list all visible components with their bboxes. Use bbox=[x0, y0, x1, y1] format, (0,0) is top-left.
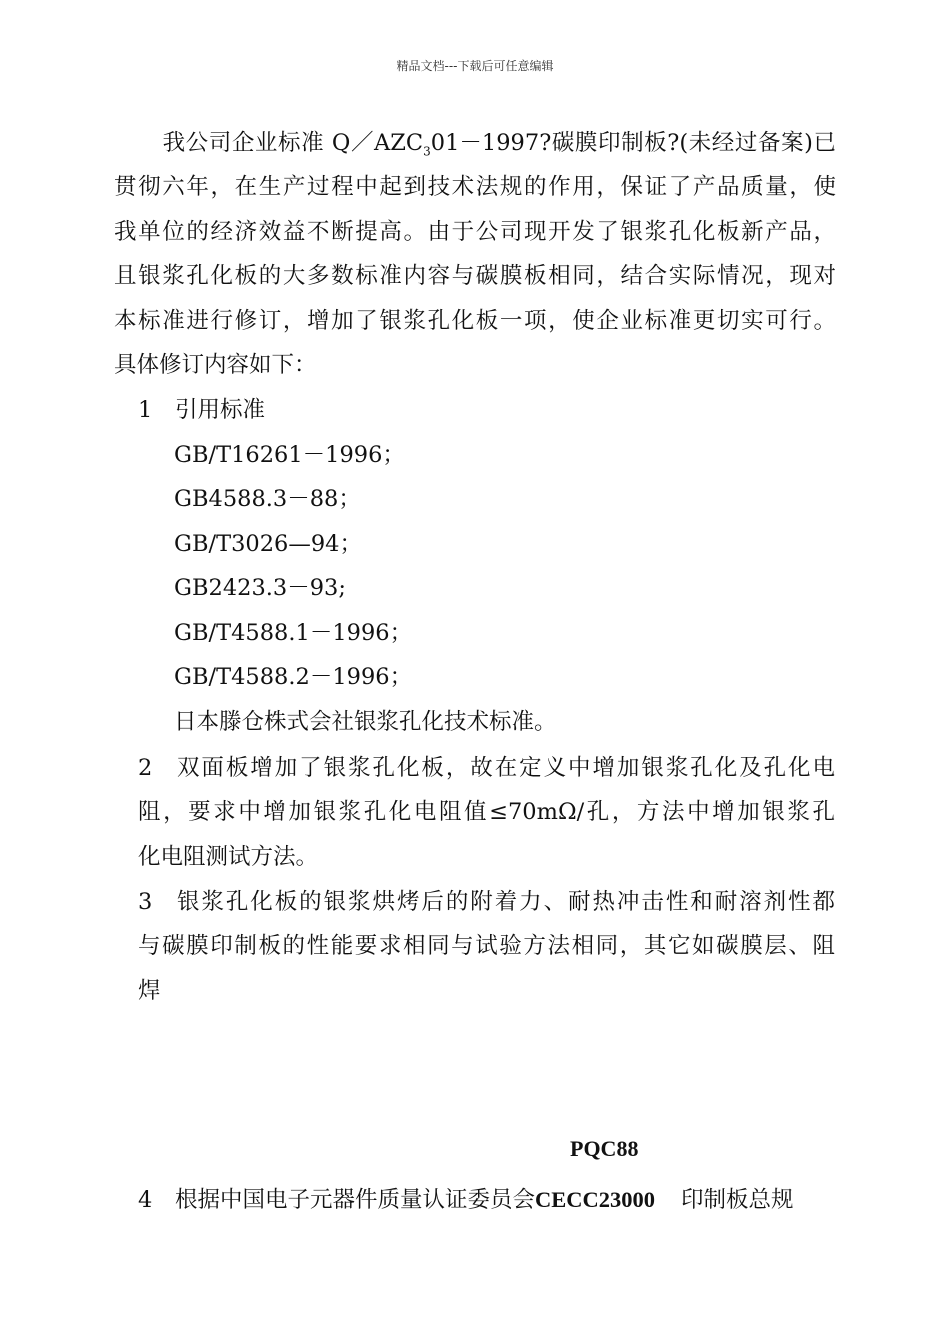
standard-item: GB/T4588.1－1996； bbox=[174, 620, 413, 646]
intro-line-1-post: 01－1997?碳膜印制板?(未经过备案)已 bbox=[430, 130, 836, 156]
intro-line-1-pre: 我公司企业标准 Q／AZC bbox=[162, 130, 424, 156]
section-3-line-1-text: 银浆孔化板的银浆烘烤后的附着力、耐热冲击性和耐溶剂性都 bbox=[175, 889, 835, 915]
section-4-number: 4 bbox=[138, 1187, 153, 1213]
section-2-number: 2 bbox=[138, 755, 153, 781]
section-2-line-1 bbox=[138, 753, 835, 783]
section-4-post: 印制板总规 bbox=[681, 1187, 794, 1213]
standard-item: GB/T16261－1996； bbox=[174, 442, 405, 468]
section-3-line-3: 焊 bbox=[138, 978, 161, 1004]
standard-extra: 日本滕仓株式会社银浆孔化技术标准。 bbox=[174, 709, 557, 735]
intro-line-5: 本标准进行修订，增加了银浆孔化板一项，使企业标准更切实可行。 bbox=[114, 308, 836, 334]
section-3-number: 3 bbox=[138, 889, 153, 915]
section-1-heading bbox=[138, 395, 265, 425]
standard-item: GB/T4588.2－1996； bbox=[174, 664, 413, 690]
section-2-line-3: 化电阻测试方法。 bbox=[138, 844, 319, 870]
intro-line-6: 具体修订内容如下： bbox=[114, 352, 317, 378]
section-1-number: 1 bbox=[138, 397, 153, 423]
intro-line-2: 贯彻六年，在生产过程中起到技术法规的作用，保证了产品质量，使 bbox=[114, 174, 836, 200]
page-header: 精品文档---下载后可任意编辑 bbox=[396, 59, 554, 73]
section-2-line-1-text: 双面板增加了银浆孔化板，故在定义中增加银浆孔化及孔化电 bbox=[175, 755, 835, 781]
section-3-line-2: 与碳膜印制板的性能要求相同与试验方法相同，其它如碳膜层、阻 bbox=[138, 933, 835, 959]
intro-line-1-sub: 3 bbox=[423, 144, 431, 158]
standard-item: GB4588.3－88； bbox=[174, 486, 361, 512]
section-2-line-2: 阻，要求中增加银浆孔化电阻值≤70mΩ/孔，方法中增加银浆孔 bbox=[138, 799, 835, 825]
section-3-line-1 bbox=[138, 887, 835, 917]
intro-line-1 bbox=[114, 128, 836, 158]
section-4-line-1 bbox=[138, 1185, 794, 1215]
standard-item: GB2423.3－93; bbox=[174, 575, 346, 601]
standard-item: GB/T3026—94； bbox=[174, 531, 362, 557]
pqc-label: PQC88 bbox=[570, 1136, 639, 1161]
intro-line-3: 我单位的经济效益不断提高。由于公司现开发了银浆孔化板新产品， bbox=[114, 219, 836, 245]
section-4-pre: 根据中国电子元器件质量认证委员会 bbox=[175, 1187, 536, 1213]
intro-line-4: 且银浆孔化板的大多数标准内容与碳膜板相同，结合实际情况，现对 bbox=[114, 263, 836, 289]
section-1-title: 引用标准 bbox=[175, 397, 266, 423]
section-4-bold: CECC23000 bbox=[535, 1187, 656, 1212]
